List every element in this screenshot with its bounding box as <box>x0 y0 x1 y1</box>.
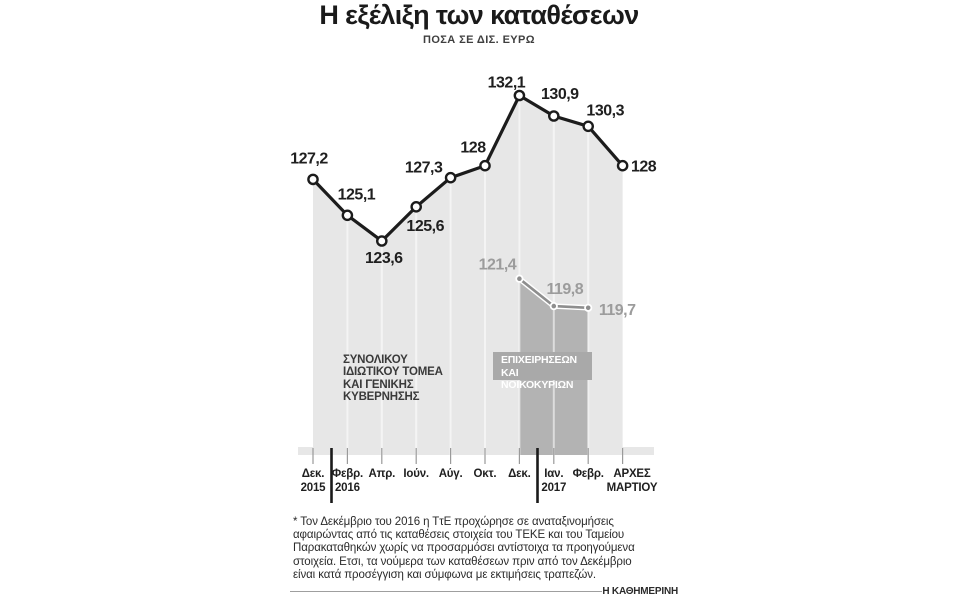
x-axis-label-line: Οκτ. <box>473 468 497 480</box>
value-label: 119,7 <box>598 301 636 319</box>
data-point-total <box>412 202 421 211</box>
series-label-line: ΕΠΙΧΕΙΡΗΣΕΩΝ <box>501 354 577 366</box>
footnote-line: Παρακαταθηκών χωρίς να προσαρμόσει αντίστοιχα τα προηγούμενα <box>293 542 635 555</box>
value-label: 128 <box>460 139 486 157</box>
series-label-line: ΙΔΙΩΤΙΚΟΥ ΤΟΜΕΑ <box>343 366 443 379</box>
x-axis-label-line: ΑΡΧΕΣ <box>613 468 651 480</box>
series-label-line: ΚΑΙ ΝΟΙΚΟΚΥΡΙΩΝ <box>501 366 574 391</box>
value-label: 127,2 <box>290 150 328 168</box>
x-axis-label-line: 2017 <box>541 481 567 494</box>
data-point-total <box>515 91 524 100</box>
page-title: Η εξέλιξη των καταθέσεων <box>319 0 639 30</box>
value-label: 125,1 <box>337 186 376 204</box>
x-axis-label-line: Ιούν. <box>403 468 429 480</box>
data-point-total <box>308 175 317 184</box>
data-point-total <box>377 236 386 245</box>
footnote-line: είναι κατά προσέγγιση και σύμφωνα με εκτιμήσεις τραπεζών. <box>293 568 596 581</box>
value-label: 130,9 <box>541 86 579 103</box>
data-point-total <box>343 211 352 220</box>
x-axis-label-line: Δεκ. <box>508 468 531 480</box>
data-point-total <box>549 111 558 120</box>
value-label: 132,1 <box>487 74 526 92</box>
x-axis-label-line: Απρ. <box>368 468 396 480</box>
value-label: 119,8 <box>546 281 584 299</box>
series-label-line: ΚΑΙ ΓΕΝΙΚΗΣ <box>343 378 414 391</box>
publisher-brand: Η ΚΑΘΗΜΕΡΙΝΗ <box>602 586 678 597</box>
value-label: 128 <box>630 158 657 176</box>
series-label-businesses-households <box>493 352 592 391</box>
data-point-businesses <box>551 303 557 309</box>
data-point-total <box>446 173 455 182</box>
data-point-total <box>618 161 627 170</box>
value-label: 123,6 <box>365 250 403 267</box>
value-label: 130,3 <box>586 102 624 120</box>
x-axis-label-line: 2016 <box>334 481 360 494</box>
footnote-line: αφαιρώντας από τις καταθέσεις στοιχεία του ΤΕΚΕ και του Ταμείου <box>293 529 625 542</box>
data-point-total <box>584 122 593 131</box>
x-axis-label-line: Ιαν. <box>544 468 564 480</box>
footnote <box>293 516 638 582</box>
footnote-line: * Τον Δεκέμβριο του 2016 η ΤτΕ προχώρησε σε αναταξινομήσεις <box>293 516 614 528</box>
x-axis-label-line: Φεβρ. <box>572 468 604 480</box>
series-label-total-private-sector <box>343 354 443 404</box>
x-axis-label-line: Αύγ. <box>438 468 463 480</box>
chart-subtitle: ΠΟΣΑ ΣΕ ΔΙΣ. ΕΥΡΩ <box>423 34 535 46</box>
data-point-businesses <box>585 305 591 311</box>
series-label-line: ΚΥΒΕΡΝΗΣΗΣ <box>343 391 420 404</box>
value-label: 125,6 <box>406 217 444 235</box>
series-label-line: ΣΥΝΟΛΙΚΟΥ <box>343 354 408 366</box>
footnote-line: στοιχεία. Ετσι, τα νούμερα των καταθέσεων πριν από τον Δεκέμβριο <box>293 555 632 568</box>
x-axis-label-line: Δεκ. <box>301 468 325 480</box>
x-axis-label <box>600 468 664 495</box>
footer-divider <box>290 591 602 592</box>
value-label: 121,4 <box>478 256 517 274</box>
x-axis-label-line: Φεβρ. <box>331 468 363 480</box>
data-point-businesses <box>516 276 522 282</box>
value-label: 127,3 <box>404 159 443 177</box>
x-axis-label-line: ΜΑΡΤΙΟΥ <box>606 481 658 494</box>
data-point-total <box>480 161 489 170</box>
x-axis-label-line: 2015 <box>300 481 326 494</box>
